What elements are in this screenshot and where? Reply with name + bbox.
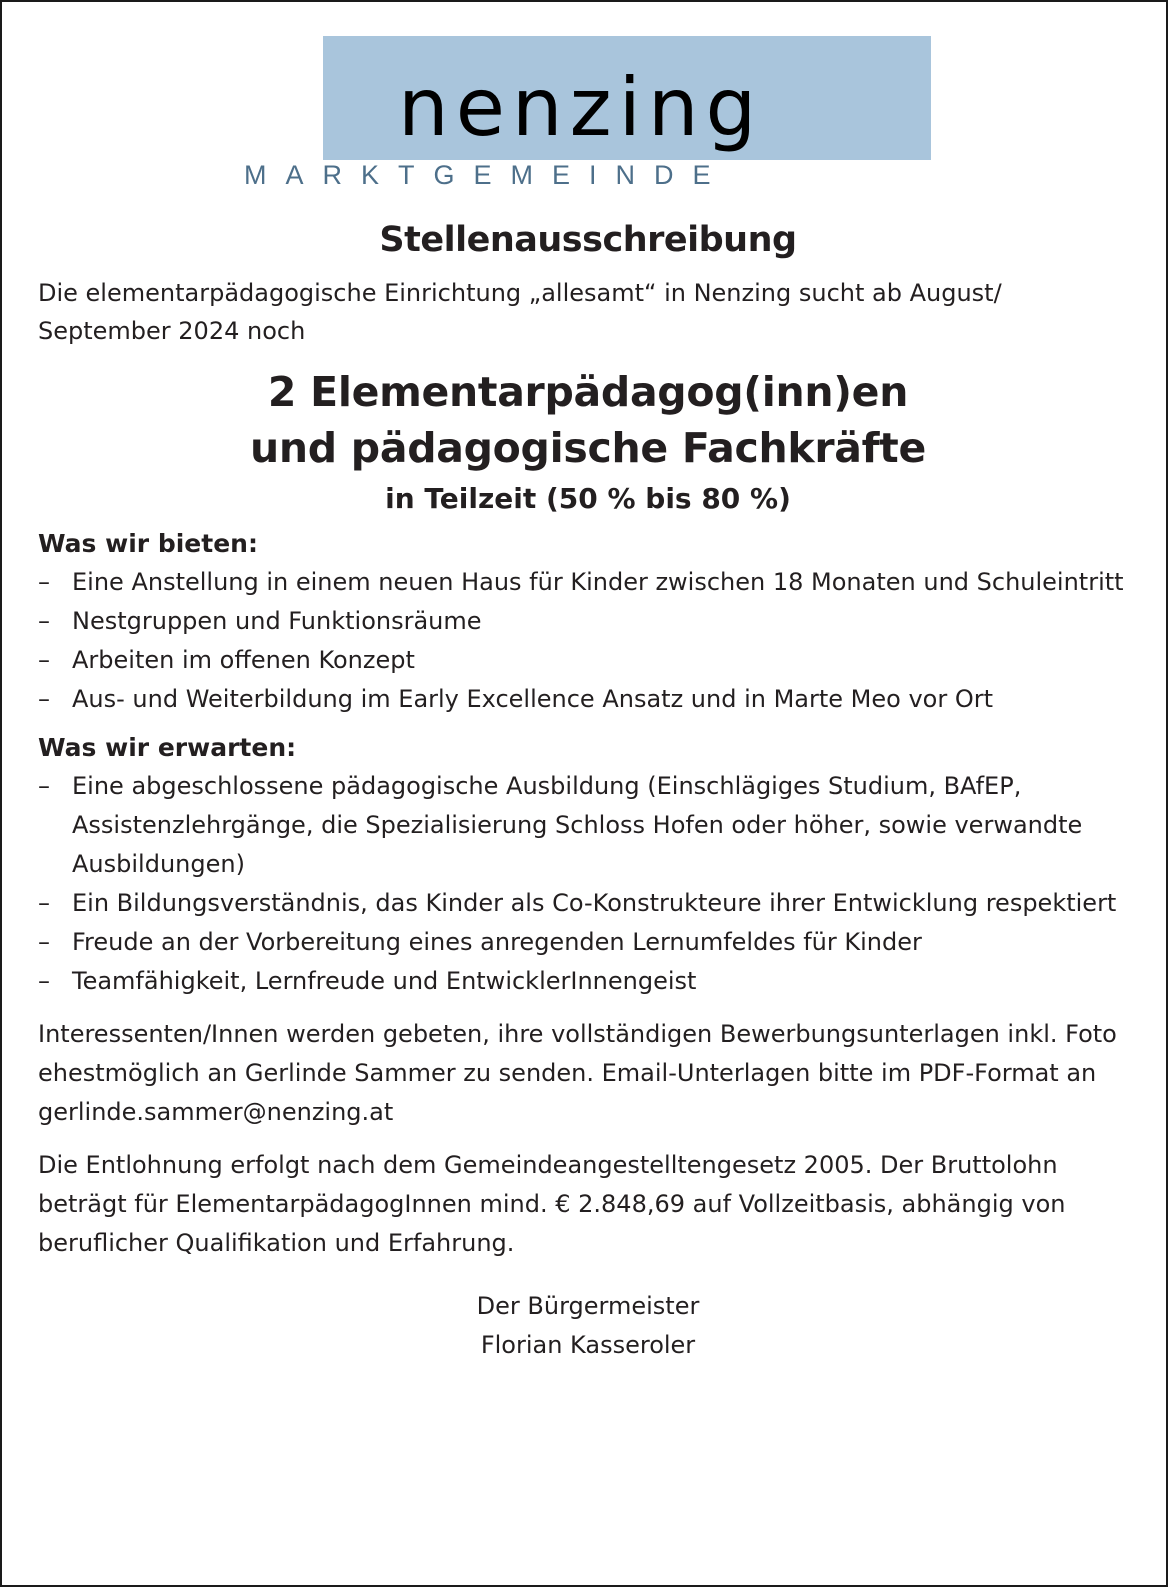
dash-bullet-icon: –	[38, 928, 50, 956]
document-content	[38, 220, 1138, 1365]
list-item-text: Freude an der Vorbereitung eines anregenden Lernumfeldes für Kinder	[72, 928, 922, 956]
dash-bullet-icon: –	[38, 772, 50, 800]
list-item	[38, 680, 1138, 719]
salary-paragraph: Die Entlohnung erfolgt nach dem Gemeindeangestelltengesetz 2005. Der Bruttolohn beträgt für ElementarpädagogInnen mind. € 2.848,69 auf Vollzeitbasis, abhängig von beruflicher Qualifikation und Erfahrung.	[38, 1151, 1066, 1257]
signature-name: Florian Kasseroler	[480, 1331, 696, 1359]
offer-heading: Was wir bieten:	[38, 529, 258, 558]
job-title-line-2: und pädagogische Fachkräfte	[250, 424, 926, 472]
list-item-text: Nestgruppen und Funktionsräume	[72, 607, 482, 635]
dash-bullet-icon: –	[38, 646, 50, 674]
list-item	[38, 563, 1138, 602]
job-title	[38, 364, 1138, 476]
list-item-text: Teamfähigkeit, Lernfreude und EntwicklerInnengeist	[72, 967, 697, 995]
logo-subtitle: MARKTGEMEINDE	[244, 160, 730, 190]
dash-bullet-icon: –	[38, 607, 50, 635]
list-item-text: Eine Anstellung in einem neuen Haus für Kinder zwischen 18 Monaten und Schuleintritt	[72, 568, 1124, 596]
expect-heading: Was wir erwarten:	[38, 733, 297, 762]
dash-bullet-icon: –	[38, 568, 50, 596]
list-item-text: Ein Bildungsverständnis, das Kinder als Co-Konstrukteure ihrer Entwicklung respektiert	[72, 889, 1117, 917]
list-item-text: Eine abgeschlossene pädagogische Ausbildung (Einschlägiges Studium, BAfEP, Assistenzlehrgänge, die Spezialisierung Schloss Hofen oder höher, sowie verwandte Ausbildungen)	[72, 772, 1083, 878]
list-item	[38, 884, 1138, 923]
list-item	[38, 923, 1138, 962]
dash-bullet-icon: –	[38, 685, 50, 713]
dash-bullet-icon: –	[38, 889, 50, 917]
dash-bullet-icon: –	[38, 967, 50, 995]
list-item	[38, 602, 1138, 641]
logo-wordmark: nenzing	[398, 61, 764, 154]
list-item	[38, 767, 1138, 884]
list-item	[38, 962, 1138, 1001]
list-item-text: Aus- und Weiterbildung im Early Excellence Ansatz und in Marte Meo vor Ort	[72, 685, 994, 713]
signature-role: Der Bürgermeister	[476, 1292, 700, 1320]
list-item	[38, 641, 1138, 680]
signature-block	[38, 1287, 1138, 1365]
document-title: Stellenausschreibung	[379, 220, 797, 260]
intro-line-1: Die elementarpädagogische Einrichtung „allesamt“ in Nenzing sucht ab August/	[38, 279, 1002, 307]
application-paragraph: Interessenten/Innen werden gebeten, ihre vollständigen Bewerbungsunterlagen inkl. Foto ehestmöglich an Gerlinde Sammer zu senden. Email-Unterlagen bitte im PDF-Format an gerlinde.sammer@nenzing.at	[38, 1020, 1117, 1126]
job-title-line-1: 2 Elementarpädagog(inn)en	[267, 368, 909, 416]
offer-list	[38, 563, 1138, 719]
expect-list	[38, 767, 1138, 1001]
intro-paragraph	[38, 274, 1138, 350]
intro-line-2: September 2024 noch	[38, 317, 306, 345]
list-item-text: Arbeiten im offenen Konzept	[72, 646, 415, 674]
job-subtitle: in Teilzeit (50 % bis 80 %)	[385, 482, 791, 515]
